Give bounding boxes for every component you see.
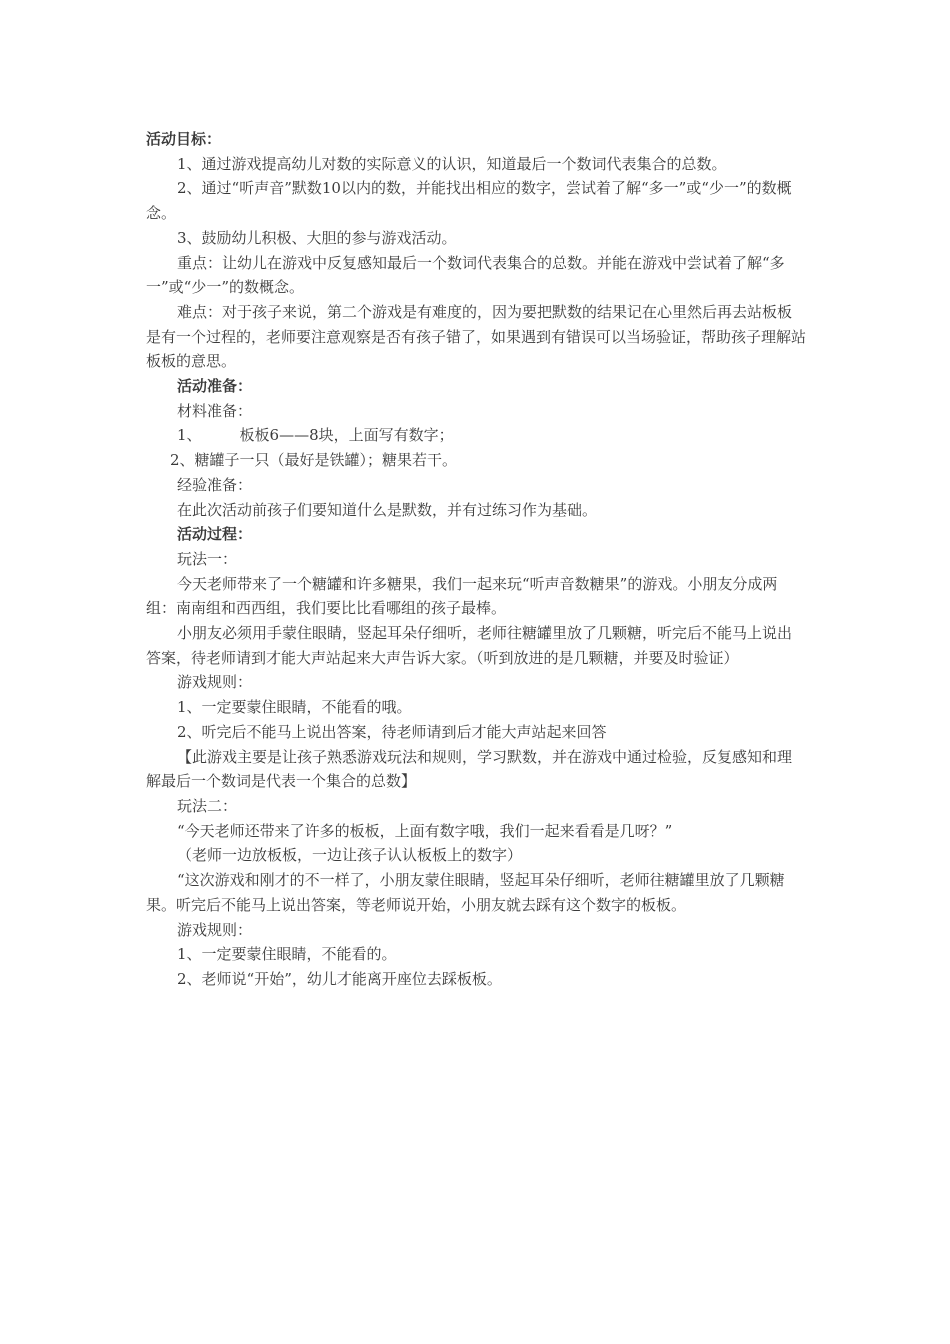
game1-note: 【此游戏主要是让孩子熟悉游戏玩法和规则，学习默数，并在游戏中通过检验，反复感知和理解最后一个数词是代表一个集合的总数】 [146,747,793,791]
goal-heading: 活动目标： [146,130,222,148]
experience-heading: 经验准备： [177,475,253,494]
game2-paragraph-3: “这次游戏和刚才的不一样了，小朋友蒙住眼睛，竖起耳朵仔细听，老师往糖罐里放了几颗糖果。听完后不能马上说出答案，等老师说开始，小朋友就去踩有这个数字的板板。 [146,871,785,914]
goal-item-1: 1、通过游戏提高幼儿对数的实际意义的认识，知道最后一个数词代表集合的总数。 [177,154,727,173]
key-point-paragraph: 重点：让幼儿在游戏中反复感知最后一个数词代表集合的总数。并能在游戏中尝试着了解“多一”或“少一”的数概念。 [146,253,785,297]
goal-item-3: 3、鼓励幼儿积极、大胆的参与游戏活动。 [177,228,457,247]
rule1-item-1: 1、一定要蒙住眼睛，不能看的哦。 [177,698,412,717]
difficulty-paragraph: 难点：对于孩子来说，第二个游戏是有难度的，因为要把默数的结果记在心里然后再去站板板是有一个过程的，老师要注意观察是否有孩子错了，如果遇到有错误可以当场验证，帮助孩子理解站板板的意思。 [146,302,807,371]
goal-item-2: 2、通过“听声音”默数10以内的数，并能找出相应的数字，尝试着了解“多一”或“少一”的数概念。 [146,179,792,223]
game2-heading: 玩法二： [177,796,238,815]
game1-paragraph-2: 小朋友必须用手蒙住眼睛，竖起耳朵仔细听，老师往糖罐里放了几颗糖，听完后不能马上说出答案，待老师请到才能大声站起来大声告诉大家。（听到放进的是几颗糖，并要及时验证） [146,624,793,667]
document-body [146,127,806,992]
material-item-1 [146,423,806,448]
game1-heading: 玩法一： [177,549,238,568]
rule2-item-1: 1、一定要蒙住眼睛，不能看的。 [177,945,397,964]
rules-heading-2: 游戏规则： [177,920,253,939]
game1-paragraph-1: 今天老师带来了一个糖罐和许多糖果，我们一起来玩“听声音数糖果”的游戏。小朋友分成两组：南南组和西西组，我们要比比看哪组的孩子最棒。 [146,574,778,618]
rule1-item-2: 2、听完后不能马上说出答案，待老师请到后才能大声站起来回答 [177,722,607,741]
prep-heading: 活动准备： [177,377,253,396]
rule2-item-2: 2、老师说“开始”，幼儿才能离开座位去踩板板。 [177,969,502,988]
material-heading: 材料准备： [177,401,253,420]
process-heading: 活动过程： [177,525,253,544]
game2-paragraph-2: （老师一边放板板，一边让孩子认认板板上的数字） [177,846,523,865]
experience-paragraph: 在此次活动前孩子们要知道什么是默数，并有过练习作为基础。 [177,500,598,519]
material-item-1-number: 1、 [177,426,202,445]
material-item-1-text: 板板6——8块，上面写有数字； [239,426,454,445]
game2-paragraph-1: “今天老师还带来了许多的板板，上面有数字哦，我们一起来看看是几呀？” [177,821,673,840]
material-item-2: 2、糖罐子一只（最好是铁罐）；糖果若干。 [170,451,458,470]
rules-heading-1: 游戏规则： [177,673,253,692]
